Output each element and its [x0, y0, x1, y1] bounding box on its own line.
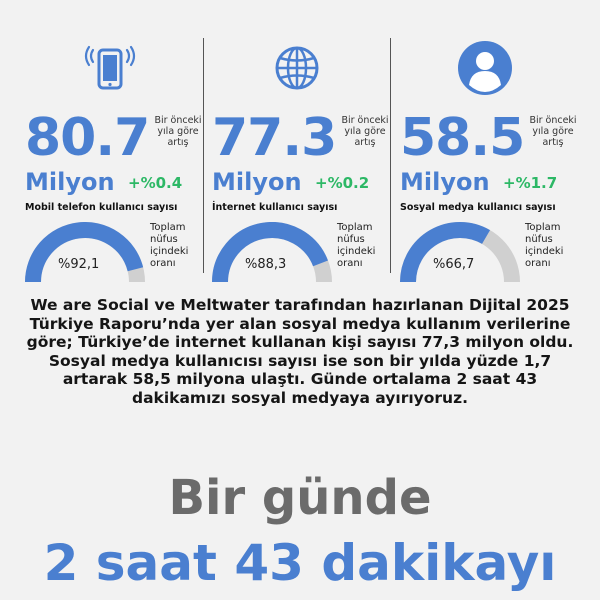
- user-avatar-icon: [455, 38, 515, 98]
- stat-note: Bir önceki yıla göre artış: [154, 115, 202, 148]
- ratio-label: Toplam nüfus içindeki oranı: [337, 222, 376, 269]
- stat-mobile: [20, 0, 210, 285]
- percent-value: %88,3: [245, 257, 287, 272]
- stat-note: Bir önceki yıla göre artış: [529, 115, 577, 148]
- gauge-fill: [33, 230, 135, 282]
- headline-line-2: 2 saat 43 dakikayı: [43, 534, 557, 592]
- stat-social: [395, 0, 585, 285]
- gauge-fill: [220, 230, 321, 282]
- percent-gauge: [400, 222, 520, 282]
- ratio-label: Toplam nüfus içindeki oranı: [150, 222, 189, 269]
- stat-value: 58.5: [400, 108, 525, 168]
- stat-label: Sosyal medya kullanıcı sayısı: [400, 202, 556, 213]
- stat-internet: [207, 0, 397, 285]
- stat-value: 77.3: [212, 108, 337, 168]
- stat-unit: Milyon: [25, 168, 115, 196]
- percent-value: %66,7: [433, 257, 475, 272]
- stat-value: 80.7: [25, 108, 150, 168]
- headline-line-1: Bir günde: [168, 470, 432, 526]
- percent-gauge: [212, 222, 332, 282]
- stat-unit: Milyon: [212, 168, 302, 196]
- stat-growth: +%0.4: [128, 174, 183, 192]
- stats-section: [0, 0, 600, 285]
- stat-growth: +%1.7: [503, 174, 558, 192]
- stat-unit: Milyon: [400, 168, 490, 196]
- stat-growth: +%0.2: [315, 174, 370, 192]
- stat-label: Mobil telefon kullanıcı sayısı: [25, 202, 178, 213]
- percent-value: %92,1: [58, 257, 100, 272]
- summary-paragraph: We are Social ve Meltwater tarafından hazırlanan Dijital 2025 Türkiye Raporu’nda yer alan sosyal medya kullanım verilerine göre; Türkiye’de internet kullanan kişi sayısı 77,3 milyon oldu. Sosyal medya kullanıcısı sayısı ise son bir yılda yüzde 1,7 artarak 58,5 milyona ulaştı. Günde ortalama 2 saat 43 dakikamızı sosyal medyaya ayırıyoruz.: [26, 296, 574, 407]
- percent-gauge: [25, 222, 145, 282]
- ratio-label: Toplam nüfus içindeki oranı: [525, 222, 564, 269]
- globe-icon: [267, 38, 327, 98]
- stat-label: İnternet kullanıcı sayısı: [212, 202, 338, 213]
- mobile-phone-icon: [80, 38, 140, 98]
- gauge-fill: [408, 230, 486, 282]
- stat-note: Bir önceki yıla göre artış: [341, 115, 389, 148]
